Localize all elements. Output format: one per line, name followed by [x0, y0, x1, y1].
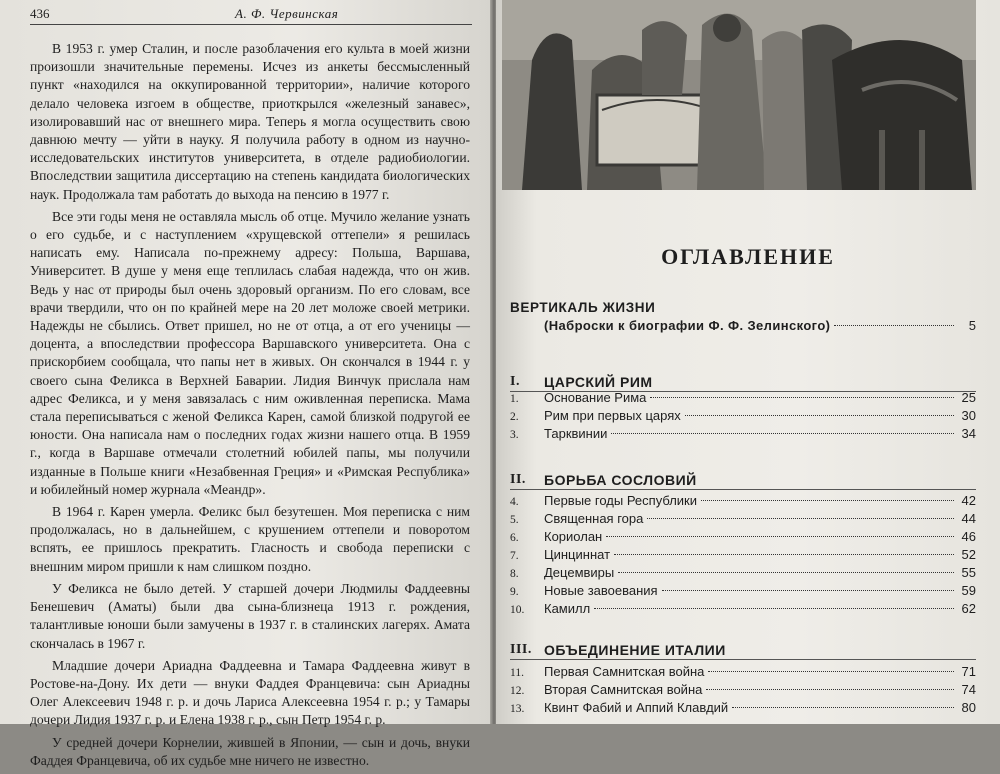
toc-entry: 1. Основание Рима 25	[510, 390, 976, 405]
right-page	[496, 0, 1000, 724]
first-part-subtitle: (Наброски к биографии Ф. Ф. Зелинского)	[544, 318, 831, 333]
paragraph: В 1964 г. Карен умерла. Феликс был безутешен. Моя переписка с ним продолжалась, но в дальнейшем, с крушением оттепели и поворотом вспять, ее пришлось прекратить. Гласность и свобода переписки с внешним миром пришли к нам слишком поздно.	[30, 504, 470, 574]
toc-entry: 2. Рим при первых царях 30	[510, 408, 976, 423]
paragraph: Младшие дочери Ариадна Фаддеевна и Тамара Фаддеевна живут в Ростове-на-Дону. Их дети — внуки Фаддея Францевича: сын Ариадны Олег Алексеевич 1948 г. р. и дочь Лариса Алексеевна 1954 г. р.; у Тамары дочери Лидия 1937 г. р. и Елена 1938 г. р., сын Петр 1954 г. р.	[30, 657, 470, 728]
part-title: БОРЬБА СОСЛОВИЙ	[544, 472, 697, 488]
first-part-entry	[510, 318, 976, 336]
part-rule	[510, 489, 976, 490]
running-head-author: А. Ф. Червинская	[235, 6, 339, 21]
paragraph: У Феликса не было детей. У старшей дочери Людмилы Фаддеевны Бенешевич (Аматы) были два сына-близнеца 1913 г. рождения, талантливые юноши были замучены в 1937 г. в сталинских лагерях. Амата скончалась в 1967 г.	[30, 580, 470, 651]
paragraph: Все эти годы меня не оставляла мысль об отце. Мучило желание узнать о его судьбе, и с наступлением «хрущевской оттепели» я решилась написать ему. Написала по-прежнему адресу: Польша, Варшава, Университет. В душе у меня еще теплилась слабая надежда, что он жив. Ведь у нас от природы был очень здоровый организм. По его словам, все врачи твердили, что он по крайней мере на 20 лет моложе своей метрики. Надежды не сбылись. Ответ пришел, но не от отца, а от его ученицы — доцента, а впоследствии профессора Варшавского университета. Она с прискорбием сообщала, что папы нет в живых. Он скончался в 1944 г. у своего сына Феликса в Верхней Баварии. Лидия Винчук прислала нам адрес Феликса, и у меня завязалась с ним оживленная переписка. Мама стала переписываться с женой Феликса Карен, самой близкой подругой ее юности. Она написала нам о последних годах жизни нашего отца. В 1959 г., когда в Варшаве отмечали столетний юбилей папы, мы получили изданные в Польше книги «Незабвенная Греция» и «Римская Республика» и юбилейный номер журнала «Меандр».	[30, 208, 470, 497]
body-text	[30, 40, 470, 774]
toc-entry: 9. Новые завоевания 59	[510, 583, 976, 598]
relief-image	[502, 0, 976, 190]
toc-entry: 4. Первые годы Республики 42	[510, 493, 976, 508]
page-number: 436	[30, 6, 50, 21]
toc-entry: 3. Тарквинии 34	[510, 426, 976, 441]
part-number: II.	[510, 472, 526, 487]
part-rule	[510, 659, 976, 660]
relief-illustration	[502, 0, 976, 190]
toc-entry: 12. Вторая Самнитская война 74	[510, 682, 976, 697]
dot-leader	[834, 325, 954, 326]
toc-entry: 7. Цинциннат 52	[510, 547, 976, 562]
toc-title: ОГЛАВЛЕНИЕ	[661, 244, 835, 269]
part-number: I.	[510, 374, 520, 389]
toc-entry: 13. Квинт Фабий и Аппий Клавдий 80	[510, 700, 976, 715]
part-title: ЦАРСКИЙ РИМ	[544, 374, 653, 390]
running-head	[30, 4, 472, 25]
toc-entry: 8. Децемвиры 55	[510, 565, 976, 580]
paragraph: В 1953 г. умер Сталин, и после разоблачения его культа в моей жизни произошли значительные перемены. Исчез из анкеты бессмысленный пункт «находился на оккупированной территории», наличие которого делало человека изгоем в обществе, приоткрылся «железный занавес», изолировавший нас от внешнего мира. Теперь я могла осуществить свою давнюю мечту — уйти в науку. Я получила работу в одном из научно-исследовательских институтов университета, в отделе радиобиологии. Впоследствии защитила диссертацию на степень кандидата биологических наук. Продолжала там работать до выхода на пенсию в 1977 г.	[30, 41, 470, 202]
page-ref: 5	[968, 318, 976, 333]
toc-entry: 10. Камилл 62	[510, 601, 976, 616]
toc-entry: 5. Священная гора 44	[510, 511, 976, 526]
part-number: III.	[510, 642, 532, 657]
first-part-title: ВЕРТИКАЛЬ ЖИЗНИ	[510, 300, 656, 315]
left-page	[0, 0, 492, 768]
paragraph: У средней дочери Корнелии, жившей в Японии, — сын и дочь, внуки Фаддея Францевича, об их судьбе мне ничего не известно.	[30, 734, 470, 768]
toc-entry: 11. Первая Самнитская война 71	[510, 664, 976, 679]
part-title: ОБЪЕДИНЕНИЕ ИТАЛИИ	[544, 642, 726, 658]
toc-entry: 6. Кориолан 46	[510, 529, 976, 544]
